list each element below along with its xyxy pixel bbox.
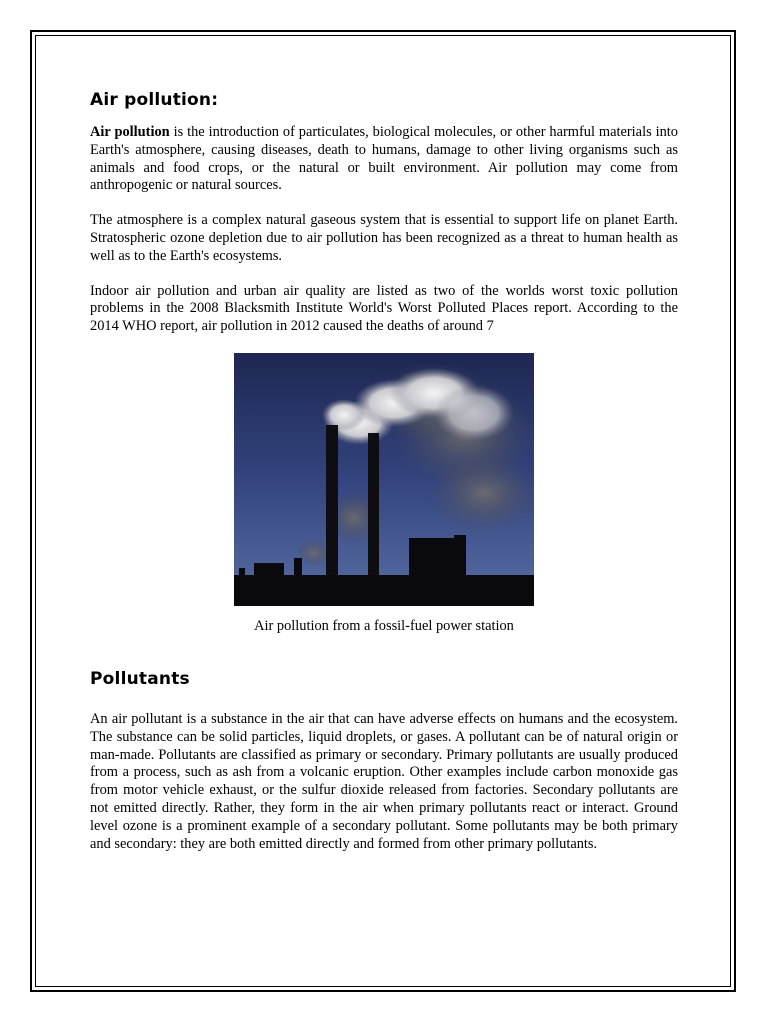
figure-power-station — [90, 353, 678, 635]
figure-caption: Air pollution from a fossil-fuel power station — [254, 617, 514, 634]
term-air-pollution: Air pollution — [90, 124, 170, 140]
document-body — [90, 90, 678, 870]
paragraph-definition — [90, 124, 678, 195]
paragraph-atmosphere: The atmosphere is a complex natural gaseous system that is essential to support life on planet Earth. Stratospheric ozone depletion due to air pollution has been recognized as a threat to human health as well as to the Earth's ecosystems. — [90, 212, 678, 264]
heading-air-pollution: Air pollution: — [90, 90, 219, 110]
heading-pollutants: Pollutants — [90, 668, 190, 689]
paragraph-indoor-pollution: Indoor air pollution and urban air quality are listed as two of the worlds worst toxic pollution problems in the 2008 Blacksmith Institute World's Worst Polluted Places report. According to the 2014 WHO report, air pollution in 2012 caused the deaths of around 7 — [90, 282, 678, 335]
paragraph-pollutants: An air pollutant is a substance in the air that can have adverse effects on humans and the ecosystem. The substance can be solid particles, liquid droplets, or gases. A pollutant can be of natural origin or man-made. Pollutants are classified as primary or secondary. Primary pollutants are usually produced from a process, such as ash from a volcanic eruption. Other examples include carbon monoxide gas from motor vehicle exhaust, or the sulfur dioxide released from factories. Secondary pollutants are not emitted directly. Rather, they form in the air when primary pollutants react or interact. Ground level ozone is a prominent example of a secondary pollutant. Some pollutants may be both primary and secondary: they are both emitted directly and formed from other primary pollutants. — [90, 710, 678, 852]
paragraph-definition-text: is the introduction of particulates, biological molecules, or other harmful materials into Earth's atmosphere, causing diseases, death to humans, damage to other living organisms such as animals and food crops, or the natural or built environment. Air pollution may come from anthropogenic or natural sources. — [90, 124, 678, 194]
power-station-photo — [234, 353, 534, 606]
